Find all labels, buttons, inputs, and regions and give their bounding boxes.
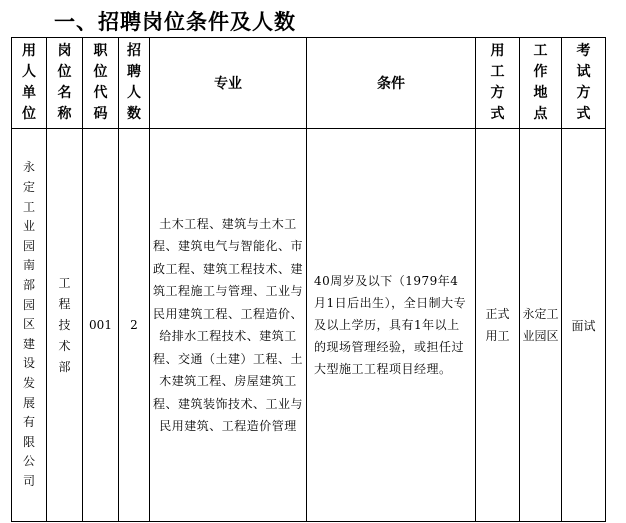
header-employer: 用人单位 (12, 38, 47, 129)
cell-exam-method: 面试 (562, 129, 606, 522)
header-work-location: 工作地点 (520, 38, 562, 129)
header-exam-method: 考试方式 (562, 38, 606, 129)
header-recruit-count: 招聘人数 (119, 38, 150, 129)
cell-major: 土木工程、建筑与土木工程、建筑电气与智能化、市政工程、建筑工程技术、建筑工程施工与管理、工业与民用建筑工程、工程造价、给排水工程技术、建筑工程、交通（土建）工程、土木建筑工程、房屋建筑工程、建筑装饰技术、工业与民用建筑、工程造价管理 (150, 129, 307, 522)
cell-recruit-count: 2 (119, 129, 150, 522)
table-header-row (12, 38, 606, 129)
table-row (12, 129, 606, 522)
cell-work-location: 永定工业园区 (520, 129, 562, 522)
cell-employment-type: 正式用工 (476, 129, 520, 522)
cell-conditions: 40周岁及以下（1979年4月1日后出生），全日制大专及以上学历，具有1年以上的现场管理经验，或担任过大型施工工程项目经理。 (307, 129, 476, 522)
cell-position-code: 001 (83, 129, 119, 522)
header-position-code: 职位代码 (83, 38, 119, 129)
header-employment-type: 用工方式 (476, 38, 520, 129)
recruitment-table (11, 37, 606, 522)
cell-employer: 永定工业园南部园区建设发展有限公司 (12, 129, 47, 522)
header-conditions: 条件 (307, 38, 476, 129)
section-title: 一、招聘岗位条件及人数 (54, 10, 296, 34)
header-major: 专业 (150, 38, 307, 129)
header-position-name: 岗位名称 (47, 38, 83, 129)
cell-position-name: 工程技术部 (47, 129, 83, 522)
